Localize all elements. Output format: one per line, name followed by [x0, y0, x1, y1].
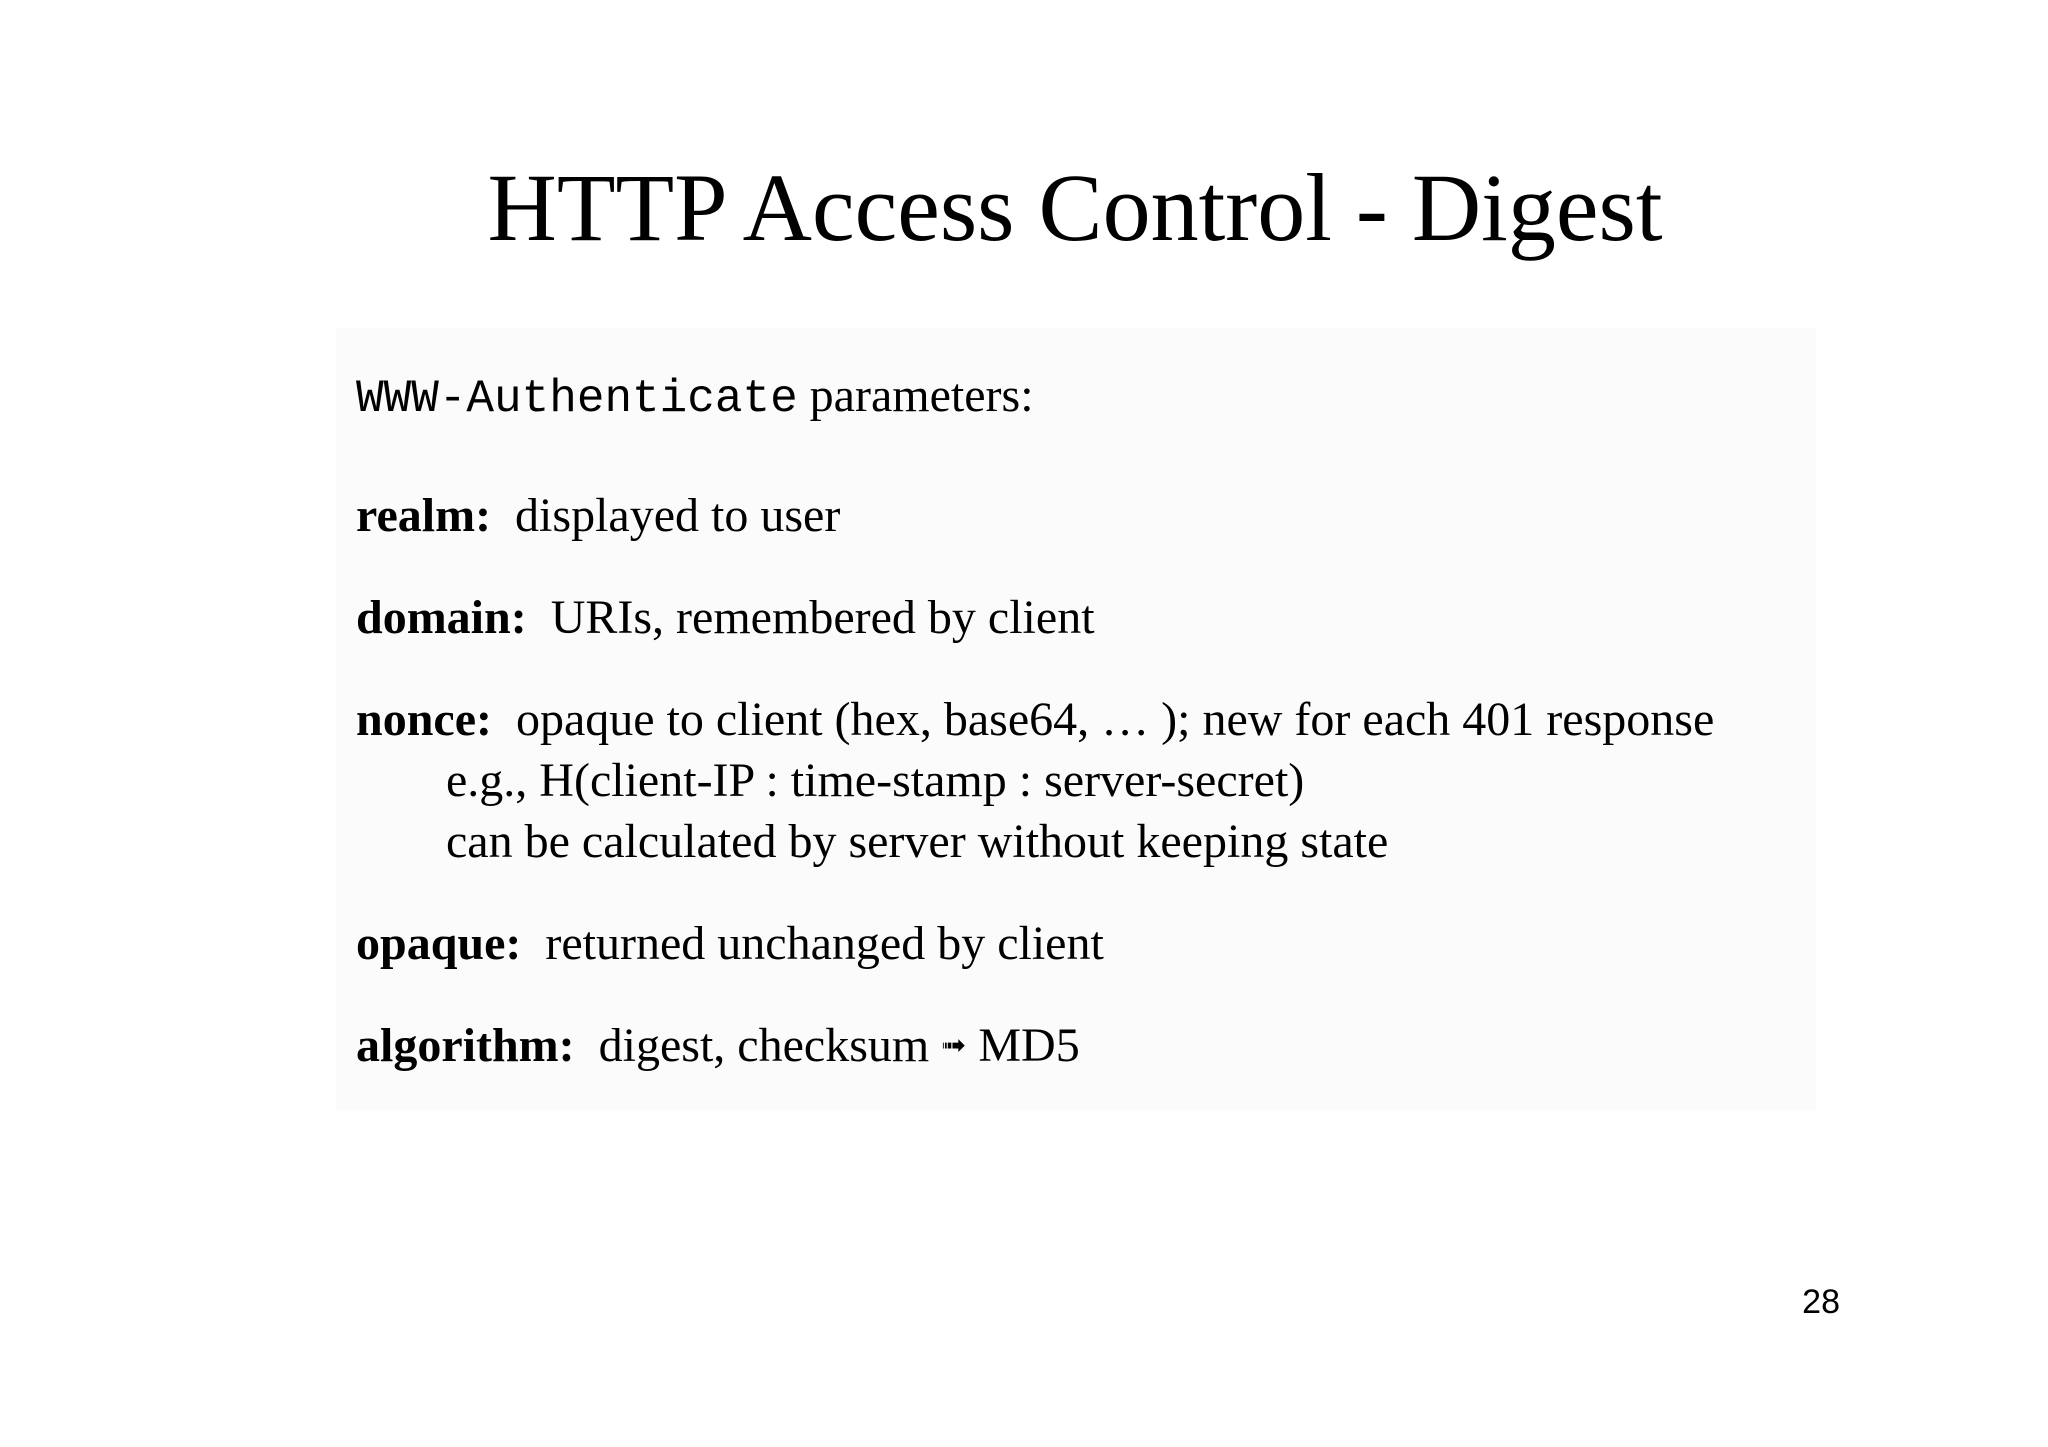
param-desc: returned unchanged by client	[545, 917, 1104, 970]
param-desc: opaque to client (hex, base64, … ); new for each 401 response	[515, 693, 1715, 746]
param-algorithm	[356, 1018, 1080, 1074]
right-arrow-icon: ➟	[941, 1028, 967, 1063]
param-realm	[356, 488, 840, 544]
page-number: 28	[1802, 1283, 1840, 1321]
param-desc: URIs, remembered by client	[550, 591, 1095, 644]
intro-text: parameters:	[809, 369, 1034, 422]
param-nonce	[356, 692, 1714, 748]
param-desc: digest, checksum	[598, 1019, 930, 1072]
content-box	[336, 328, 1816, 1110]
param-opaque	[356, 916, 1104, 972]
nonce-detail-1: e.g., H(client-IP : time-stamp : server-secret)	[446, 754, 1305, 807]
algorithm-value: MD5	[978, 1019, 1080, 1072]
intro-code: WWW-Authenticate	[356, 373, 798, 425]
param-term: nonce:	[356, 693, 492, 746]
param-term: opaque:	[356, 917, 522, 970]
nonce-detail-2: can be calculated by server without keeping state	[446, 815, 1389, 868]
intro-line	[356, 368, 1034, 427]
param-term: realm:	[356, 489, 492, 542]
slide-title: HTTP Access Control - Digest	[487, 154, 1663, 261]
param-term: domain:	[356, 591, 527, 644]
param-term: algorithm:	[356, 1019, 575, 1072]
param-domain	[356, 590, 1095, 646]
param-desc: displayed to user	[515, 489, 841, 542]
